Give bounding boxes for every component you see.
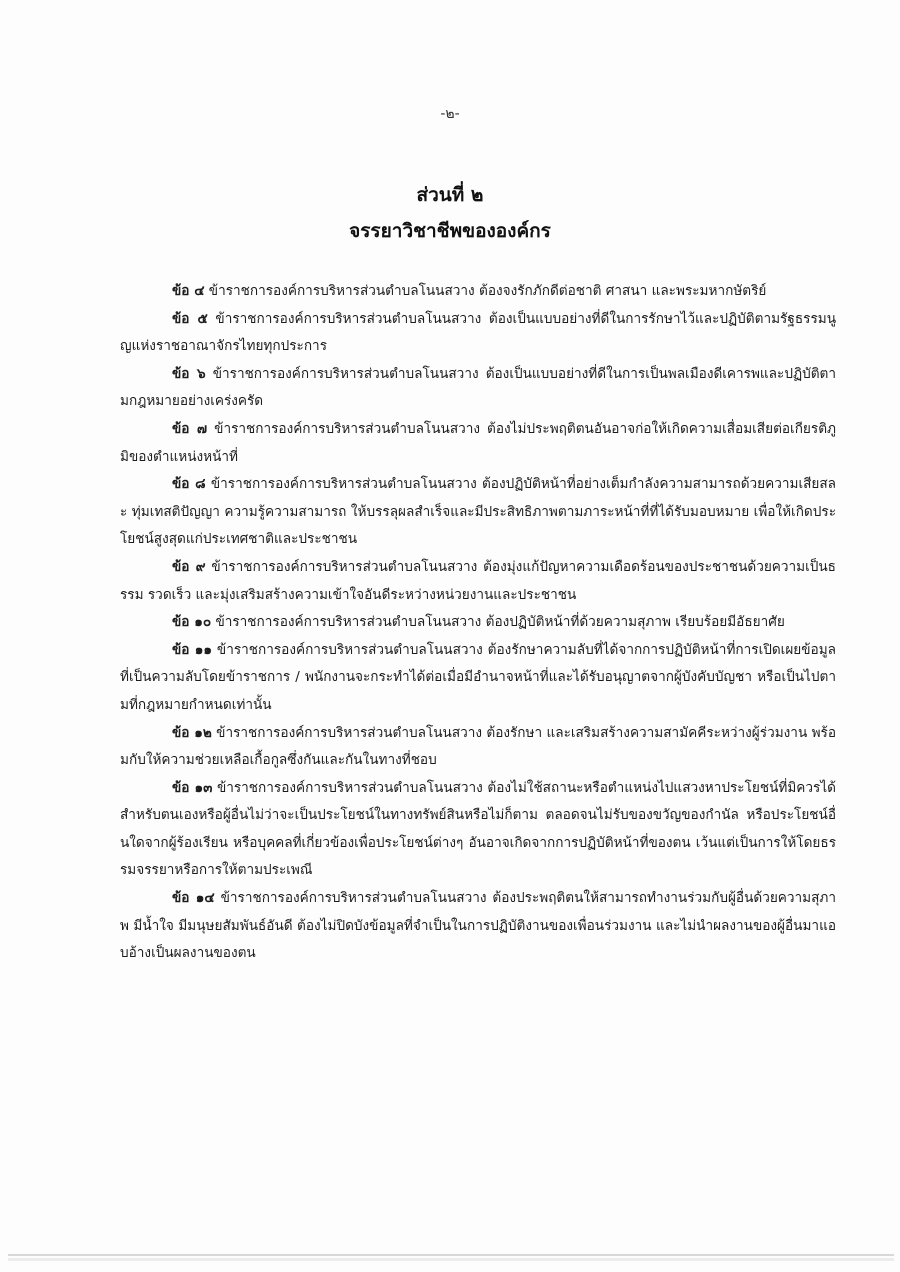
clause-number: ข้อ ๖	[172, 365, 206, 382]
page-number: -๒-	[440, 106, 460, 122]
clause-number: ข้อ ๑๒	[172, 724, 212, 741]
clause-text: ข้าราชการองค์การบริหารส่วนตำบลโนนสวาง ต้องจงรักภักดีต่อชาติ ศาสนา และพระมหากษัตริย์	[204, 283, 767, 299]
clause-4	[120, 278, 836, 306]
clause-number: ข้อ ๔	[172, 283, 205, 299]
clause-5	[120, 306, 836, 361]
clause-number: ข้อ ๘	[172, 476, 206, 493]
section-subtitle: จรรยาวิชาชีพขององค์กร	[349, 220, 551, 242]
clause-text: ข้าราชการองค์การบริหารส่วนตำบลโนนสวาง ต้องไม่ประพฤติตนอันอาจก่อให้เกิดความเสื่อมเสียต่อเกียรติภูมิของตำแหน่งหน้าที่	[120, 420, 836, 465]
clause-number: ข้อ ๑๑	[172, 641, 213, 658]
clause-text: ข้าราชการองค์การบริหารส่วนตำบลโนนสวาง ต้องปฏิบัติหน้าที่ด้วยความสุภาพ เรียบร้อยมีอัธยาศัย	[211, 614, 785, 631]
clause-number: ข้อ ๕	[172, 310, 208, 327]
clause-number: ข้อ ๑๐	[172, 614, 212, 631]
scan-edge-shadow	[8, 1258, 894, 1261]
clause-number: ข้อ ๑๔	[172, 890, 215, 907]
clause-text: ข้าราชการองค์การบริหารส่วนตำบลโนนสวาง ต้องรักษา และเสริมสร้างความสามัคคีระหว่างผู้ร่วมงาน พร้อมกับให้ความช่วยเหลือเกื้อกูลซึ่งกันและกันในทางที่ชอบ	[120, 724, 837, 769]
clause-10	[120, 609, 836, 637]
clause-text: ข้าราชการองค์การบริหารส่วนตำบลโนนสวาง ต้องรักษาความลับที่ได้จากการปฏิบัติหน้าที่การเปิดเผยข้อมูลที่เป็นความลับโดยข้าราชการ / พนักงานจะกระทำได้ต่อเมื่อมีอำนาจหน้าที่และได้รับอนุญาตจากผู้บังคับบัญชา หรือเป็นไปตามที่กฎหมายกำหนดเท่านั้น	[120, 641, 836, 713]
clause-number: ข้อ ๙	[172, 558, 206, 575]
clause-13	[120, 775, 836, 885]
clause-14	[120, 885, 836, 968]
clause-text: ข้าราชการองค์การบริหารส่วนตำบลโนนสวาง ต้องมุ่งแก้ปัญหาความเดือดร้อนของประชาชนด้วยความเป็นธรรม รวดเร็ว และมุ่งเสริมสร้างความเข้าใจอันดีระหว่างหน่วยงานและประชาชน	[120, 558, 836, 603]
clauses-body	[120, 278, 836, 968]
clause-6	[120, 361, 836, 416]
clause-9	[120, 554, 836, 609]
clause-text: ข้าราชการองค์การบริหารส่วนตำบลโนนสวาง ต้องปฏิบัติหน้าที่อย่างเต็มกำลังความสามารถด้วยความเสียสละ ทุ่มเทสติปัญญา ความรู้ความสามารถ ให้บรรลุผลสำเร็จและมีประสิทธิภาพตามภาระหน้าที่ที่ได้รับมอบหมาย เพื่อให้เกิดประโยชน์สูงสุดแก่ประเทศชาติและประชาชน	[120, 476, 836, 548]
clause-12	[120, 720, 836, 775]
clause-text: ข้าราชการองค์การบริหารส่วนตำบลโนนสวาง ต้องเป็นแบบอย่างที่ดีในการเป็นพลเมืองดีเคารพและปฏิบัติตามกฎหมายอย่างเคร่งครัด	[120, 365, 836, 410]
clause-11	[120, 637, 836, 720]
section-title: ส่วนที่ ๒	[416, 184, 484, 206]
clause-number: ข้อ ๗	[172, 420, 208, 437]
clause-text: ข้าราชการองค์การบริหารส่วนตำบลโนนสวาง ต้องเป็นแบบอย่างที่ดีในการรักษาไว้และปฏิบัติตามรัฐธรรมนูญแห่งราชอาณาจักรไทยทุกประการ	[120, 310, 837, 355]
scan-edge-line	[8, 1254, 894, 1256]
clause-7	[120, 416, 836, 471]
clause-text: ข้าราชการองค์การบริหารส่วนตำบลโนนสวาง ต้องไม่ใช้สถานะหรือตำแหน่งไปแสวงหาประโยชน์ที่มิควรได้สำหรับตนเองหรือผู้อื่นไม่ว่าจะเป็นประโยชน์ในทางทรัพย์สินหรือไม่ก็ตาม ตลอดจนไม่รับของขวัญของกำนัล หรือประโยชน์อื่นใดจากผู้ร้องเรียน หรือบุคคลที่เกี่ยวข้องเพื่อประโยชน์ต่างๆ อันอาจเกิดจากการปฏิบัติหน้าที่ของตน เว้นแต่เป็นการให้โดยธรรมจรรยาหรือการให้ตามประเพณี	[120, 779, 836, 879]
clause-text: ข้าราชการองค์การบริหารส่วนตำบลโนนสวาง ต้องประพฤติตนให้สามารถทำงานร่วมกับผู้อื่นด้วยความสุภาพ มีน้ำใจ มีมนุษยสัมพันธ์อันดี ต้องไม่ปิดบังข้อมูลที่จำเป็นในการปฏิบัติงานของเพื่อนร่วมงาน และไม่นำผลงานของผู้อื่นมาแอบอ้างเป็นผลงานของตน	[120, 890, 837, 962]
clause-number: ข้อ ๑๓	[172, 779, 213, 796]
clause-8	[120, 471, 836, 554]
